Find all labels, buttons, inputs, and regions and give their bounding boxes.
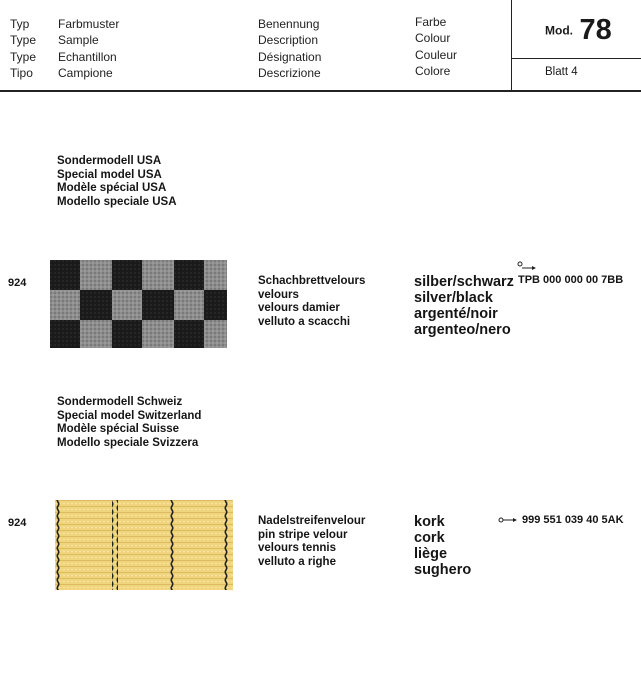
description-label-de: Benennung [258, 17, 320, 31]
type-label-it: Tipo [10, 66, 33, 81]
type-label-de: Typ [10, 17, 30, 31]
description-line: velours [258, 288, 299, 301]
description-line: velours tennis [258, 542, 336, 555]
description-label-en: Description [258, 33, 319, 48]
colour-label-fr: Couleur [415, 47, 458, 62]
pinstripe-velour-swatch [55, 500, 233, 590]
sample-label-de: Farbmuster [58, 17, 120, 31]
model-id [545, 14, 612, 47]
part-arrow-icon [517, 259, 537, 271]
sample-label-fr: Echantillon [58, 49, 117, 64]
description-line: Nadelstreifenvelour [258, 515, 366, 527]
description-switzerland [258, 515, 365, 569]
description-labels [258, 16, 321, 82]
description-label-it: Descrizione [258, 66, 321, 81]
sample-labels [58, 16, 119, 82]
part-number: 999 551 039 40 5AK [522, 514, 624, 526]
description-line: velluto a righe [258, 555, 336, 568]
section-title-line: Sondermodell Schweiz [57, 396, 183, 408]
sheet-label: Blatt 4 [545, 66, 578, 78]
section-title-line: Special model USA [57, 168, 162, 181]
colour-line: argenteo/nero [414, 322, 511, 338]
section-title-line: Modello speciale USA [57, 195, 177, 208]
colour-line: silber/schwarz [414, 274, 514, 290]
colour-line: kork [414, 514, 445, 530]
section-title-line: Modello speciale Svizzera [57, 436, 199, 449]
colour-label-en: Colour [415, 31, 451, 46]
description-line: pin stripe velour [258, 528, 348, 541]
sample-label-en: Sample [58, 33, 99, 48]
type-label-en: Type [10, 33, 37, 48]
model-box-rule [511, 58, 641, 59]
description-usa [258, 275, 365, 329]
sample-label-it: Campione [58, 66, 113, 81]
colour-line: liège [414, 546, 448, 562]
type-label-fr: Type [10, 49, 37, 64]
sample-number: 924 [8, 517, 27, 529]
colour-line: argenté/noir [414, 306, 498, 322]
part-number: TPB 000 000 00 7BB [518, 274, 624, 286]
section-title-line: Sondermodell USA [57, 155, 162, 167]
colour-line: cork [414, 530, 445, 546]
model-label: Mod. [545, 23, 573, 38]
colour-line: sughero [414, 562, 472, 578]
colour-usa [414, 274, 514, 338]
description-line: velours damier [258, 302, 340, 315]
checkerboard-velour-swatch [50, 260, 227, 348]
colour-labels [415, 14, 457, 80]
colour-label-de: Farbe [415, 15, 447, 29]
colour-switzerland [414, 514, 471, 578]
section-title-line: Modèle spécial USA [57, 182, 167, 195]
section-title-line: Modèle spécial Suisse [57, 423, 180, 436]
model-box-divider [511, 0, 512, 90]
description-line: velluto a scacchi [258, 315, 351, 328]
section-title-switzerland [57, 396, 201, 450]
header-bottom-rule [0, 90, 641, 92]
colour-line: silver/black [414, 290, 493, 306]
sample-number: 924 [8, 277, 27, 289]
description-label-fr: Désignation [258, 49, 322, 64]
description-line: Schachbrettvelours [258, 275, 366, 287]
model-number: 78 [579, 14, 612, 46]
section-title-usa [57, 155, 177, 209]
part-arrow-icon [498, 513, 518, 525]
section-title-line: Special model Switzerland [57, 409, 202, 422]
type-labels [10, 16, 36, 82]
colour-label-it: Colore [415, 64, 451, 79]
